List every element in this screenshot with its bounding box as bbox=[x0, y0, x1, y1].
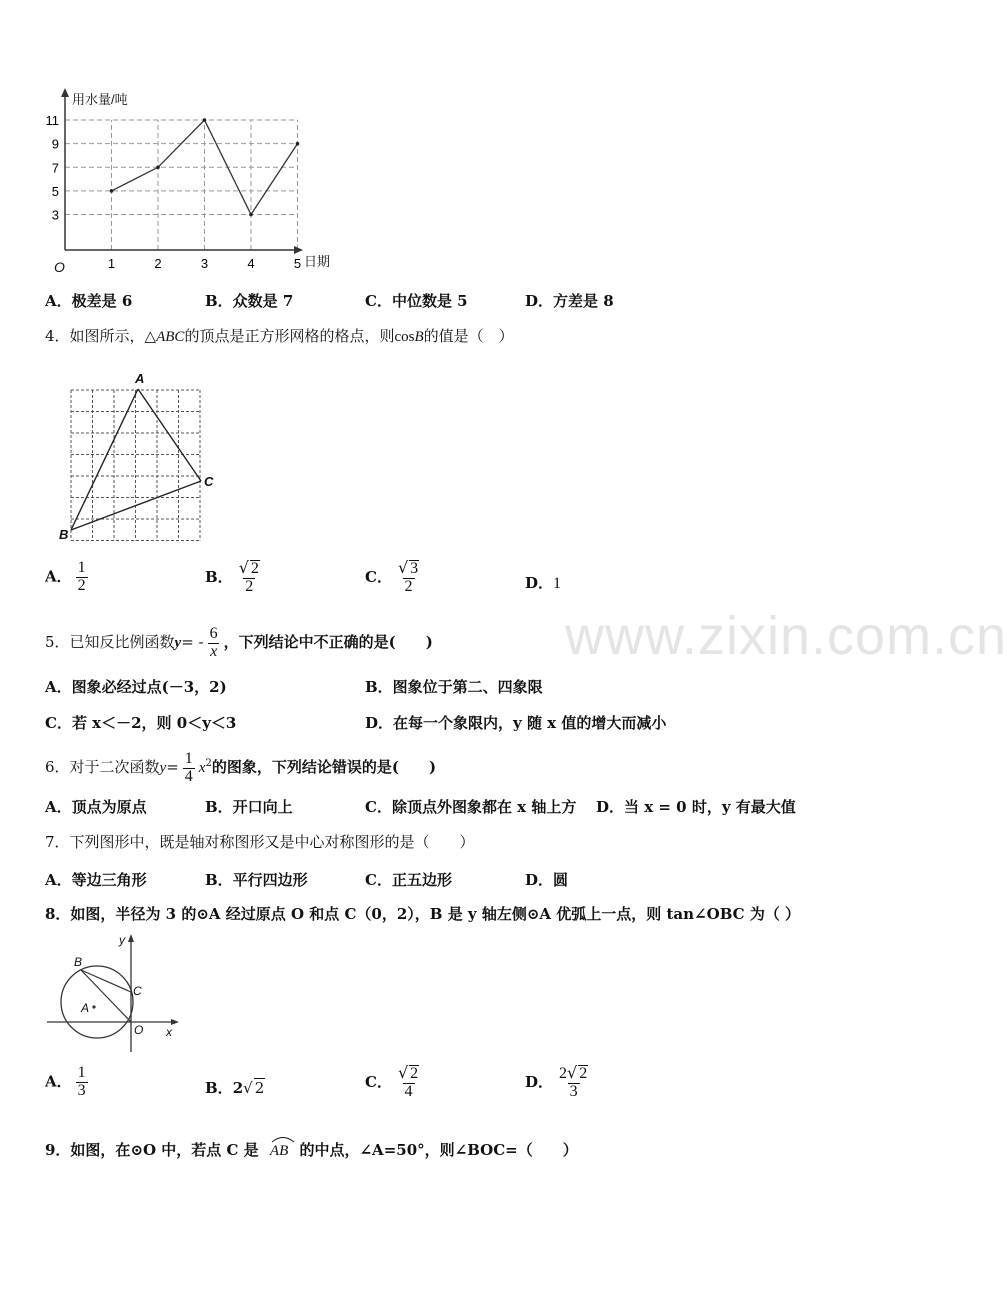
vertex-a-label: A bbox=[135, 371, 145, 386]
vertex-c-label: C bbox=[204, 474, 214, 489]
q5-option-d: D．在每一个象限内，y 随 x 值的增大而减小 bbox=[365, 714, 667, 732]
watermark: www.zixin.com.cn bbox=[565, 606, 1007, 666]
x-tick-label: 5 bbox=[293, 256, 302, 271]
origin-label: O bbox=[54, 259, 65, 275]
q4-triangle-grid-figure bbox=[55, 370, 230, 545]
y-tick-label: 3 bbox=[51, 207, 59, 223]
y-label: y bbox=[119, 933, 125, 947]
segment-bc bbox=[81, 970, 131, 992]
x-tick-label: 4 bbox=[247, 256, 255, 271]
vertex-b-label: B bbox=[59, 527, 69, 542]
x-tick-label: 2 bbox=[154, 256, 162, 271]
data-point bbox=[110, 189, 114, 193]
q5-option-b: B．图象位于第二、四象限 bbox=[365, 678, 543, 696]
side-ac bbox=[138, 389, 201, 481]
q8-stem: 8．如图，半径为 3 的⊙A 经过原点 O 和点 C（0，2），B 是 y 轴左侧⊙A 优弧上一点，则 tan∠OBC 为（ ） bbox=[45, 905, 801, 923]
chart-axes bbox=[61, 88, 303, 254]
q4-option-a: A． $\frac{1}{2}$ bbox=[45, 559, 86, 594]
q5-option-a: A．图象必经过点(－3，2) bbox=[45, 678, 227, 696]
point-b-label: B bbox=[74, 955, 83, 969]
q8-option-d: D． $\frac{2√ 2}{3}$ bbox=[525, 1063, 588, 1100]
point-a-label: A bbox=[81, 1001, 90, 1015]
data-point bbox=[203, 118, 207, 122]
q6-option-a: A．顶点为原点 bbox=[45, 798, 147, 816]
q4-option-b: B． $\frac{√ 2}{2}$ bbox=[205, 558, 259, 595]
arc-symbol bbox=[270, 1135, 296, 1143]
data-point bbox=[156, 165, 160, 169]
q3-option-b: B．众数是 7 bbox=[205, 292, 294, 310]
y-tick-label: 9 bbox=[51, 136, 59, 152]
q4-option-d: D．1 bbox=[525, 574, 562, 592]
q8-option-c: C． $\frac{√ 2}{4}$ bbox=[365, 1063, 419, 1100]
q5-stem: 5．已知反比例函数y= - $\frac{6}{x}$ ，下列结论中不正确的是( ) bbox=[45, 624, 433, 660]
q7-stem: 7．下列图形中，既是轴对称图形又是中心对称图形的是（ ） bbox=[45, 833, 475, 851]
q7-option-b: B．平行四边形 bbox=[205, 871, 308, 889]
x-axis-label: 日期 bbox=[304, 254, 331, 269]
water-usage-chart bbox=[45, 85, 345, 285]
q7-option-d: D．圆 bbox=[525, 871, 569, 889]
x-label: x bbox=[166, 1025, 172, 1039]
q8-circle-figure bbox=[45, 930, 185, 1055]
x-tick-label: 1 bbox=[107, 256, 116, 271]
center-a-dot bbox=[92, 1005, 95, 1008]
q5-option-c: C．若 x＜－2，则 0＜y＜3 bbox=[45, 714, 237, 732]
y-tick-label: 11 bbox=[45, 113, 59, 128]
q6-stem: 6．对于二次函数y= $\frac{1}{4}$ $x^2$的图象，下列结论错误的是( ) bbox=[45, 749, 437, 785]
chart-grid bbox=[65, 120, 298, 250]
q3-option-d: D．方差是 8 bbox=[525, 292, 614, 310]
q3-option-a: A．极差是 6 bbox=[45, 292, 133, 310]
y-tick-label: 7 bbox=[51, 160, 59, 176]
x-tick-label: 3 bbox=[200, 256, 209, 271]
origin-label: O bbox=[134, 1023, 144, 1037]
y-tick-label: 5 bbox=[51, 183, 59, 199]
q8-option-a: A． $\frac{1}{3}$ bbox=[45, 1064, 86, 1099]
q7-option-c: C．正五边形 bbox=[365, 871, 452, 889]
q6-option-c: C．除顶点外图象都在 x 轴上方 bbox=[365, 798, 577, 816]
q7-option-a: A．等边三角形 bbox=[45, 871, 147, 889]
square-grid bbox=[71, 390, 200, 541]
point-c-label: C bbox=[133, 984, 142, 998]
q6-option-d: D．当 x = 0 时，y 有最大值 bbox=[596, 798, 796, 816]
x-axis-arrow bbox=[171, 1019, 179, 1025]
y-axis-label: 用水量/吨 bbox=[72, 92, 128, 107]
x-axis-arrow bbox=[294, 246, 303, 254]
q3-option-c: C．中位数是 5 bbox=[365, 292, 468, 310]
q9-stem: 9．如图，在⊙O 中，若点 C 是 AB 的中点，∠A=50°，则∠BOC=（ ） bbox=[45, 1139, 578, 1162]
data-point bbox=[249, 213, 253, 217]
y-axis-arrow bbox=[128, 934, 134, 942]
y-axis-arrow bbox=[61, 88, 69, 97]
q8-option-b: B．2√ 2 bbox=[205, 1079, 265, 1097]
q4-stem: 4．如图所示，△ABC的顶点是正方形网格的格点，则cosB的值是（ ） bbox=[45, 327, 514, 345]
data-point bbox=[296, 142, 300, 146]
q4-option-c: C． $\frac{√ 3}{2}$ bbox=[365, 558, 419, 595]
q6-option-b: B．开口向上 bbox=[205, 798, 293, 816]
